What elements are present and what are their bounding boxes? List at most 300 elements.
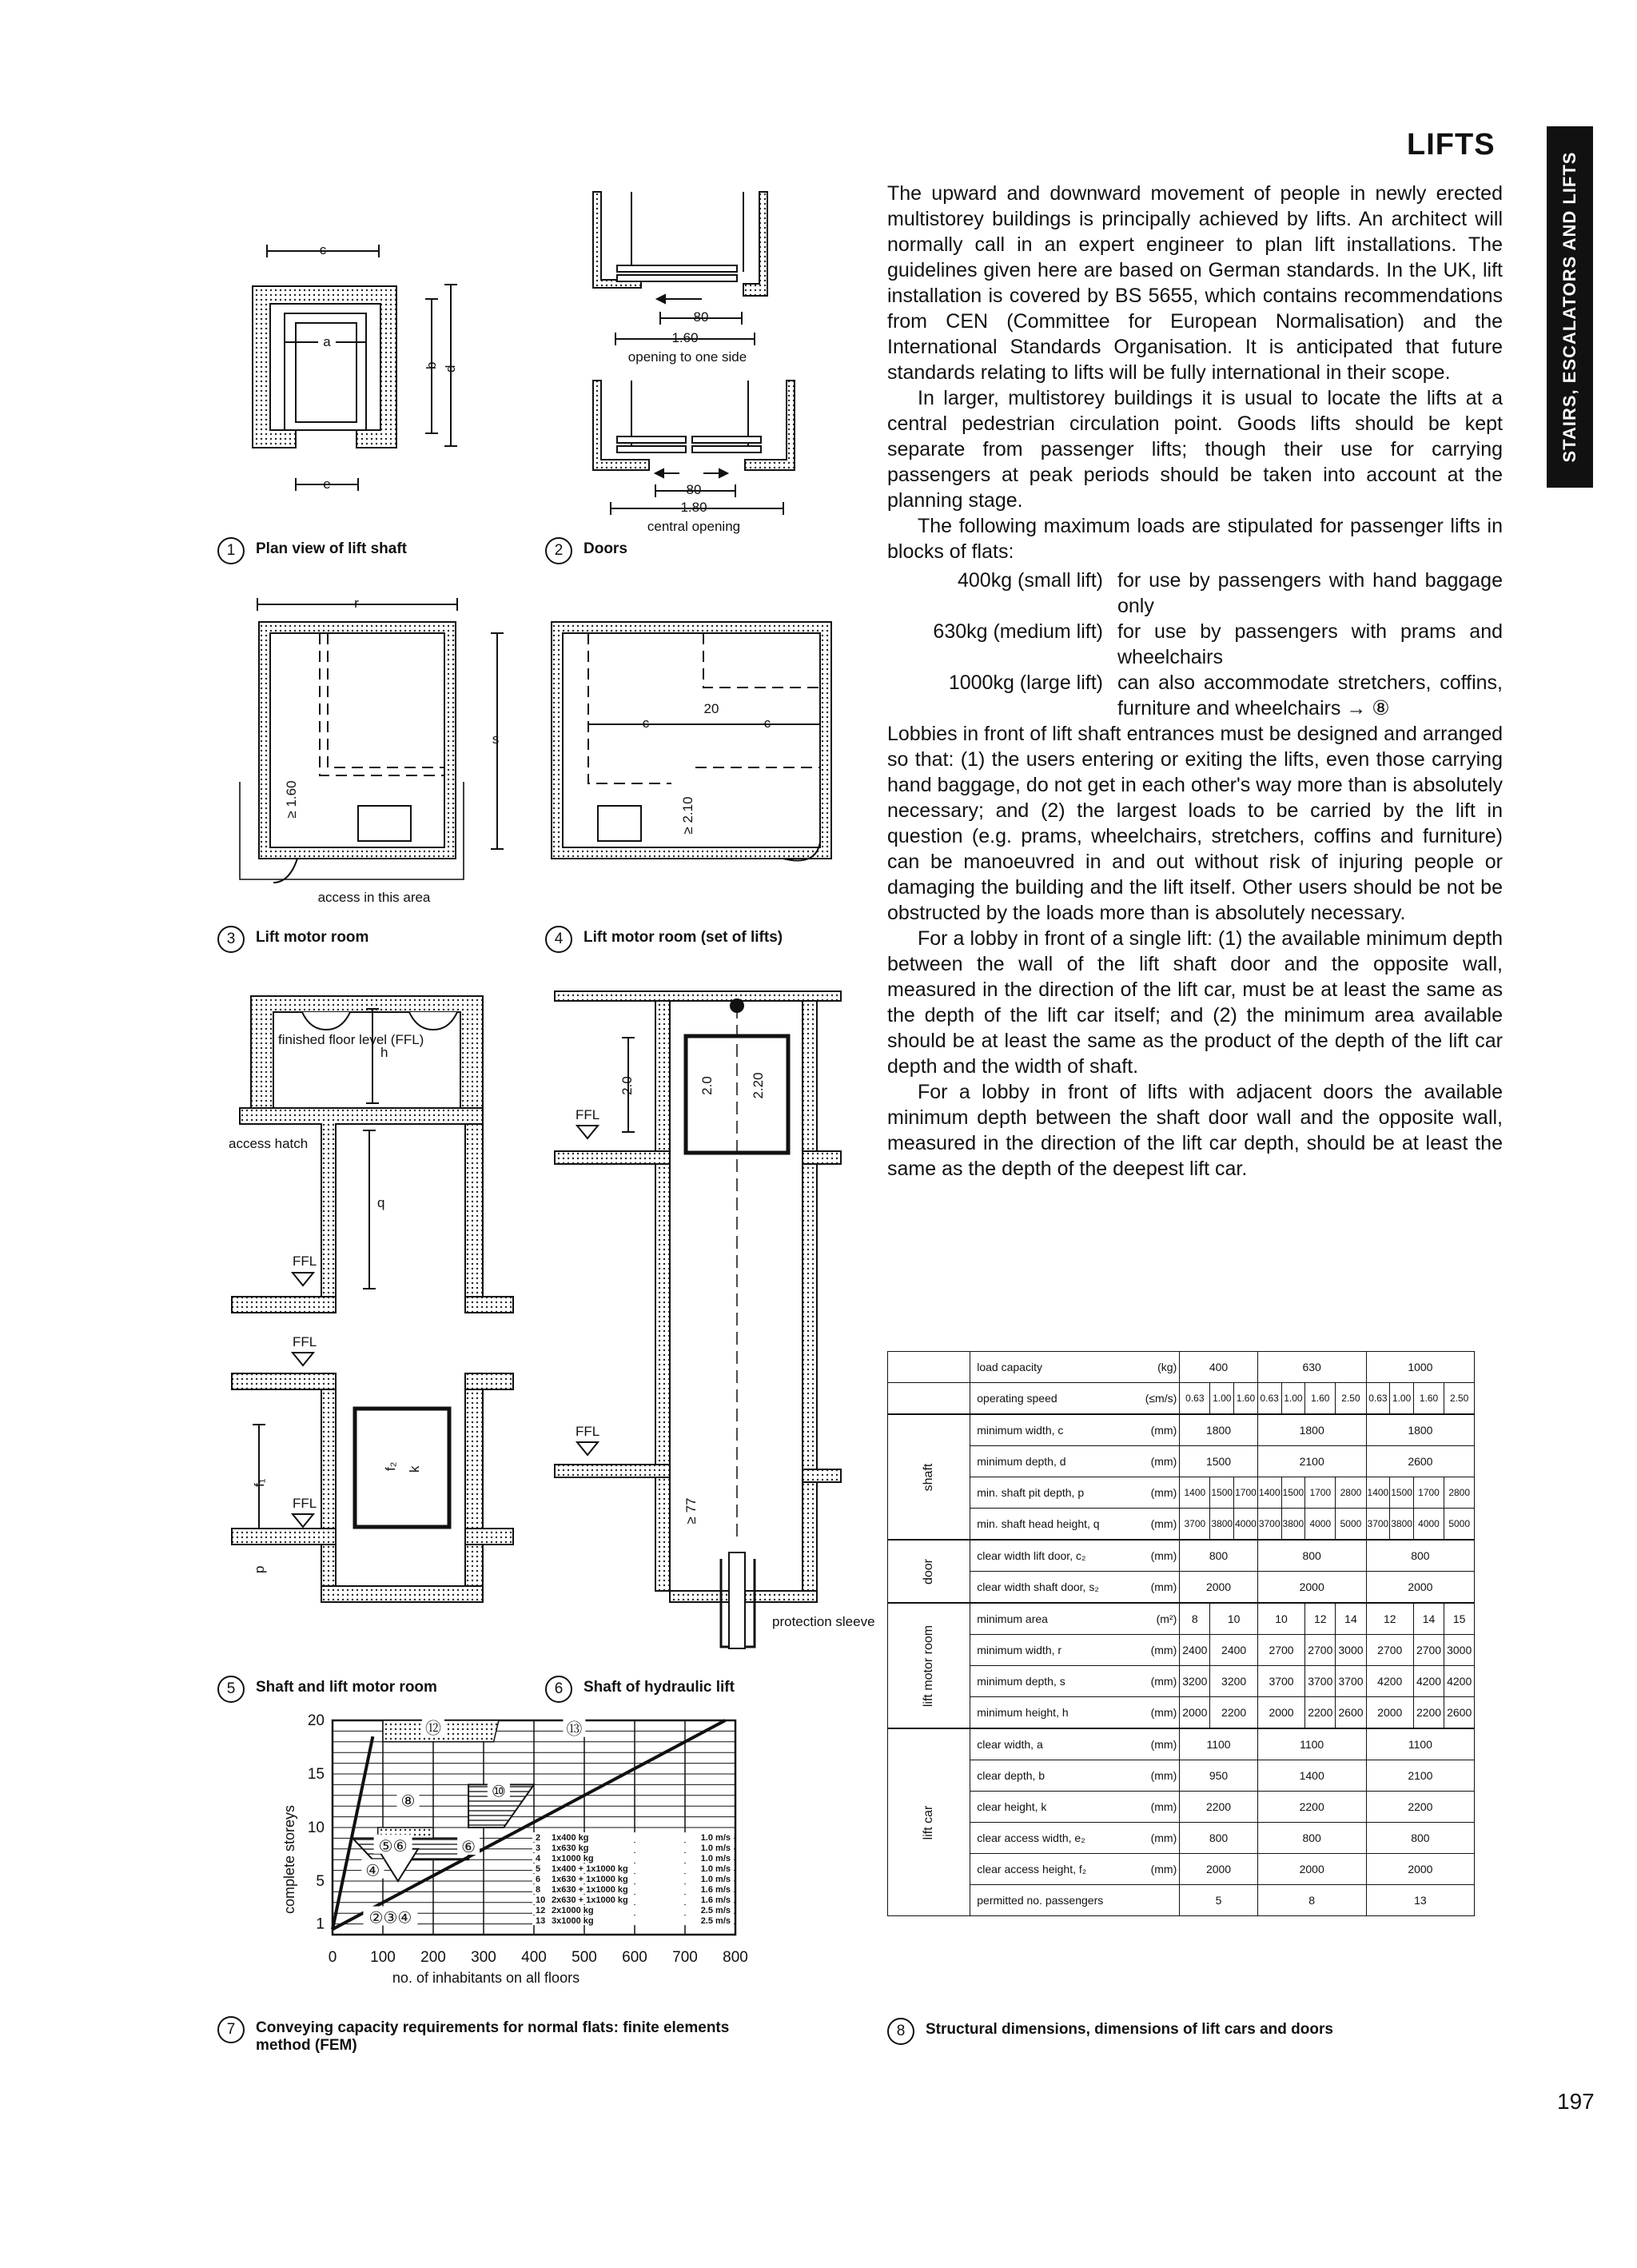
table-cell: 1800 [1180,1414,1258,1446]
x-tick-label: 500 [572,1949,597,1966]
table-cell: 2000 [1366,1697,1413,1729]
section-label: shaft [922,1463,936,1491]
section-label: lift car [922,1805,936,1840]
table-cell [970,1509,1180,1541]
label-opening-one-side: opening to one side [627,349,747,365]
table-cell: 1500 [1180,1446,1258,1477]
fig7-caption [217,2019,777,2055]
table-cell: 2600 [1336,1697,1366,1729]
label-ffl-2: FFL [576,1424,600,1439]
row-unit: (mm) [1150,1644,1177,1656]
table-cell: 5000 [1444,1509,1475,1541]
spec-table [887,1351,1475,1916]
fig4-motor-room-set [552,622,831,861]
table-row [888,1446,1475,1477]
y-tick-label: 1 [316,1915,325,1933]
row-unit: (mm) [1150,1706,1177,1719]
table-cell: 8 [1180,1603,1210,1635]
dim-h210: ≥ 2.10 [680,796,695,835]
row-unit: (mm) [1150,1486,1177,1499]
legend-config: 2x1000 kg [552,1906,594,1916]
table-cell: 1400 [1257,1477,1281,1509]
fig1-plan-view [253,242,458,492]
fig-number: 4 [545,926,572,953]
dim-s: s [492,731,500,747]
row-label: clear depth, b [977,1769,1046,1782]
table-cell: 2100 [1257,1446,1366,1477]
table-cell: 15 [1444,1603,1475,1635]
dim-e: e [323,476,331,492]
table-cell: 2400 [1210,1635,1257,1666]
zone-label: ⑧ [400,1792,416,1811]
table-cell: 2200 [1180,1792,1258,1823]
table-cell: 1800 [1366,1414,1475,1446]
table-cell [888,1383,970,1415]
table-cell: 2400 [1180,1635,1210,1666]
row-label: clear width, a [977,1738,1043,1751]
legend-speed: 2.5 m/s [700,1916,731,1927]
dim-r: r [354,596,359,611]
row-label: permitted no. passengers [977,1894,1104,1907]
legend-id: 8 [536,1885,541,1895]
caption-text: Lift motor room (set of lifts) [584,929,783,946]
y-tick-label: 10 [307,1820,325,1836]
zone-label: ⑥ [461,1839,476,1857]
table-cell: 800 [1257,1540,1366,1572]
table-cell [970,1446,1180,1477]
caption-text: Plan view of lift shaft [256,540,407,557]
table-cell [970,1760,1180,1792]
table-cell: 630 [1257,1352,1366,1383]
table-cell: 1.60 [1234,1383,1258,1415]
label-ffl: FFL [576,1107,600,1122]
table-cell [970,1854,1180,1885]
legend-config: 1x1000 kg [552,1854,594,1864]
page-number: 197 [1557,2089,1595,2114]
dim-f1: f₁ [252,1478,267,1487]
legend-id: 4 [536,1854,541,1864]
row-label: minimum area [977,1612,1048,1625]
load-desc: for use by passengers with hand baggage only [1117,569,1503,617]
bound-line [333,1736,372,1929]
legend-config: 1x630 kg [552,1843,589,1854]
table-row [888,1823,1475,1854]
paragraph: Lobbies in front of lift shaft entrances must be designed and arranged so that: (1) the users entering or exiting the lifts, even those carrying hand baggage, do not get in each other's way more than is absolutely necessary; and (2) the largest loads to be carried by the lift in question (e.g. prams, wheelchairs, stretchers, coffins and furniture) can be manoeuvred in and out without risk of injuring people or damaging the building and the lift itself. Other users should be not be obstructed by the loads more than is absolutely necessary. [887,723,1503,924]
paragraph: The following maximum loads are stipulated for passenger lifts in blocks of flats: [887,515,1503,563]
table-cell [970,1697,1180,1729]
table-cell: 4000 [1234,1509,1258,1541]
table-cell [970,1383,1180,1415]
table-cell [970,1414,1180,1446]
fig5-caption [217,1679,437,1703]
table-cell [888,1352,970,1383]
table-cell: 800 [1366,1540,1475,1572]
table-row [888,1635,1475,1666]
row-unit: (mm) [1150,1517,1177,1530]
table-cell: 0.63 [1257,1383,1281,1415]
legend-config: 1x400 + 1x1000 kg [552,1864,628,1875]
dim-c1: c [642,715,650,731]
table-cell: 4200 [1444,1666,1475,1697]
legend-speed: 1.0 m/s [700,1875,731,1885]
table-cell: 12 [1305,1603,1336,1635]
table-cell: 2000 [1180,1854,1258,1885]
table-cell: 1500 [1281,1477,1305,1509]
table-cell [970,1823,1180,1854]
table-cell: 3000 [1444,1635,1475,1666]
table-cell [970,1666,1180,1697]
row-unit: (mm) [1150,1738,1177,1751]
dim-f2: f₂ [383,1461,398,1471]
legend-speed: 1.0 m/s [700,1843,731,1854]
row-unit: (≤m/s) [1145,1392,1177,1405]
table-row [888,1540,1475,1572]
table-cell [970,1540,1180,1572]
table-cell [970,1635,1180,1666]
dim-p: p [252,1565,267,1573]
table-cell: 2000 [1180,1572,1258,1604]
row-label: clear height, k [977,1800,1047,1813]
row-label: clear width lift door, c₂ [977,1549,1086,1562]
label-ffl-3: FFL [293,1496,317,1511]
table-cell: 4000 [1305,1509,1336,1541]
table-cell: 14 [1413,1603,1444,1635]
x-tick-label: 800 [723,1949,748,1966]
table-cell [970,1352,1180,1383]
table-cell: 4200 [1413,1666,1444,1697]
table-row [888,1477,1475,1509]
dim-a: a [323,334,331,349]
table-cell: 3800 [1210,1509,1234,1541]
row-label: minimum height, h [977,1706,1069,1719]
legend-config: 3x1000 kg [552,1916,594,1927]
legend-id: 3 [536,1843,541,1854]
table-cell: 2000 [1180,1697,1210,1729]
dim-b: b [424,361,439,369]
row-label: minimum width, r [977,1644,1062,1656]
table-cell: 2.50 [1444,1383,1475,1415]
row-label: minimum depth, d [977,1455,1066,1468]
table-row [888,1572,1475,1604]
table-cell: 1400 [1180,1477,1210,1509]
load-desc: can also accommodate stretchers, coffins, furniture and wheelchairs → ⑧ [1117,672,1503,719]
row-unit: (mm) [1150,1455,1177,1468]
row-unit: (mm) [1150,1424,1177,1437]
zone-label: ⑤⑥ [378,1837,408,1855]
dim-20: 20 [703,701,719,716]
table-cell: 2800 [1444,1477,1475,1509]
row-unit: (mm) [1150,1832,1177,1844]
zone-label: ⑫ [425,1720,441,1738]
table-cell: 1.60 [1305,1383,1336,1415]
dim-k: k [407,1465,422,1473]
table-cell: 2200 [1305,1697,1336,1729]
x-tick-label: 300 [471,1949,496,1966]
legend-config: 1x400 kg [552,1833,589,1843]
dim-c: c [319,242,327,257]
table-row [888,1666,1475,1697]
zone-label: ⑬ [566,1720,583,1739]
x-tick-label: 600 [622,1949,647,1966]
legend-config: 2x630 + 1x1000 kg [552,1895,628,1906]
x-tick-label: 400 [521,1949,547,1966]
table-cell: 2200 [1257,1792,1366,1823]
fig3-caption [217,929,368,953]
table-cell: 1400 [1366,1477,1390,1509]
load-label: 400kg (small lift) [958,569,1103,592]
caption-text: Lift motor room [256,929,369,946]
legend-id: 13 [536,1916,546,1927]
row-unit: (mm) [1150,1549,1177,1562]
table-cell: 10 [1257,1603,1304,1635]
table-cell: 1000 [1366,1352,1475,1383]
x-axis-label: no. of inhabitants on all floors [392,1970,580,1986]
table-cell: 13 [1366,1885,1475,1916]
table-cell: 2200 [1366,1792,1475,1823]
table-cell: 400 [1180,1352,1258,1383]
table-cell [970,1477,1180,1509]
table-cell: 2800 [1336,1477,1366,1509]
legend-speed: 2.5 m/s [700,1906,731,1916]
dim-h: h [380,1045,388,1060]
fig3-motor-room [240,596,504,905]
section-label: lift motor room [922,1624,936,1707]
table-cell: 2000 [1257,1854,1366,1885]
table-cell: 1100 [1180,1728,1258,1760]
fig2-caption [545,540,627,564]
table-cell: 14 [1336,1603,1366,1635]
paragraph: For a lobby in front of lifts with adjacent doors the available minimum depth between the shaft door wall and the opposite wall, measured in the direction of the lift car depth, should be at least the same as the depth of the deepest lift car. [887,1081,1503,1180]
dim-c2: c [763,715,771,731]
label-ffl: FFL [293,1254,317,1269]
legend-config: 1x630 + 1x1000 kg [552,1885,628,1895]
row-unit: (mm) [1150,1863,1177,1875]
caption-text: Shaft and lift motor room [256,1679,437,1696]
legend-speed: 1.6 m/s [700,1885,731,1895]
fig-number: 3 [217,926,245,953]
table-row [888,1603,1475,1635]
x-tick-label: 700 [672,1949,698,1966]
table-cell: 2700 [1366,1635,1413,1666]
fig1-caption [217,540,407,564]
table-row [888,1352,1475,1383]
table-cell: 2000 [1257,1572,1366,1604]
load-desc: for use by passengers with prams and wheelchairs [1117,620,1503,668]
table-cell: 800 [1366,1823,1475,1854]
table-cell: 2.50 [1336,1383,1366,1415]
row-label: min. shaft head height, q [977,1517,1100,1530]
table-cell: 2000 [1257,1697,1304,1729]
paragraph: The upward and downward movement of people in newly erected multistorey buildings is principally achieved by lifts. An architect will normally call in an expert engineer to plan lift installations. The guidelines given here are based on German standards. In the UK, lift installation is covered by BS 5655, which contains recommendations from CEN (Committee for European Normalisation) and the International Standards Organisation. It is anticipated that future standards relating to lifts will be fully international in their scope. [887,182,1503,384]
dim-180: 1.80 [680,500,707,515]
table-cell: 3700 [1305,1666,1336,1697]
table-cell: 1500 [1390,1477,1414,1509]
caption-text: Structural dimensions, dimensions of lift cars and doors [926,2021,1333,2038]
table-row [888,1792,1475,1823]
fig-number: 8 [887,2018,914,2045]
paragraph: In larger, multistorey buildings it is usual to locate the lifts at a central pedestrian circulation point. Goods lifts should be kept separate from passenger lifts; though their use for carrying passengers at peak periods should be taken into account at the planning stage. [887,387,1503,512]
fig6-hydraulic [555,991,875,1648]
table-cell: 2100 [1366,1760,1475,1792]
table-cell: 800 [1180,1540,1258,1572]
legend-speed: 1.0 m/s [700,1864,731,1875]
fig8-caption [887,2021,1333,2045]
y-tick-label: 5 [316,1873,325,1890]
table-cell: 3700 [1366,1509,1390,1541]
table-cell: 3700 [1180,1509,1210,1541]
table-cell: 2700 [1305,1635,1336,1666]
table-cell: 3700 [1257,1666,1304,1697]
caption-text: Conveying capacity requirements for normal flats: finite elements method (FEM) [256,2019,730,2054]
table-cell: 2700 [1413,1635,1444,1666]
table-cell: 3800 [1390,1509,1414,1541]
row-unit: (mm) [1150,1580,1177,1593]
zone-label: ②③④ [368,1909,412,1927]
legend-speed: 1.6 m/s [700,1895,731,1906]
y-axis-label: complete storeys [281,1804,297,1915]
table-cell [970,1792,1180,1823]
label-sleeve-1: protection sleeve [772,1614,875,1629]
table-cell: 3800 [1281,1509,1305,1541]
row-label: min. shaft pit depth, p [977,1486,1085,1499]
table-cell [888,1728,970,1916]
label-central-opening: central opening [647,519,741,534]
table-cell: 2600 [1444,1697,1475,1729]
load-label: 1000kg (large lift) [948,672,1103,694]
label-ffl-long: finished floor level (FFL) [278,1032,424,1047]
legend-id: 2 [536,1833,541,1843]
table-cell: 5000 [1336,1509,1366,1541]
table-cell [970,1885,1180,1916]
row-label: clear width shaft door, s₂ [977,1580,1099,1593]
row-label: clear access height, f₂ [977,1863,1087,1875]
legend-speed: 1.0 m/s [700,1854,731,1864]
legend-id: 6 [536,1875,541,1885]
paragraph: For a lobby in front of a single lift: (1) the available minimum depth between the wall of the lift shaft door and the opposite wall, measured in the direction of the lift car, must be at least the same as the depth of the lift car itself; and (2) the minimum area available should be at least the same as the product of the depth of the lift car depth and the width of shaft. [887,927,1503,1078]
table-cell: 2700 [1257,1635,1304,1666]
table-cell: 2000 [1366,1854,1475,1885]
table-cell: 3200 [1210,1666,1257,1697]
table-cell: 1.00 [1390,1383,1414,1415]
row-unit: (mm) [1150,1769,1177,1782]
caption-text: Shaft of hydraulic lift [584,1679,735,1696]
table-cell: 8 [1257,1885,1366,1916]
table-row [888,1383,1475,1415]
table-cell [888,1603,970,1728]
table-cell: 4000 [1413,1509,1444,1541]
x-tick-label: 100 [370,1949,396,1966]
row-label: minimum depth, s [977,1675,1065,1688]
dim-20b: 2.0 [699,1076,715,1095]
table-cell [888,1414,970,1540]
table-cell: 1.00 [1210,1383,1234,1415]
dim-220: 2.20 [751,1072,766,1099]
x-tick-label: 0 [328,1949,337,1966]
table-cell: 2200 [1210,1697,1257,1729]
table-cell: 800 [1180,1823,1258,1854]
y-tick-label: 15 [307,1766,325,1783]
fig-number: 5 [217,1676,245,1703]
fig-number: 6 [545,1676,572,1703]
legend-speed: 1.0 m/s [700,1833,731,1843]
fig7-chart [281,1712,748,1986]
table-cell: 10 [1210,1603,1257,1635]
table-cell [888,1540,970,1603]
table-cell: 950 [1180,1760,1258,1792]
row-label: clear access width, e₂ [977,1832,1085,1844]
row-unit: (kg) [1157,1361,1177,1373]
dim-h160: ≥ 1.60 [284,780,299,819]
table-cell: 1700 [1305,1477,1336,1509]
dim-d: d [443,365,458,373]
label-access-hatch: access hatch [229,1136,309,1151]
table-cell: 1.60 [1413,1383,1444,1415]
table-cell: 1100 [1257,1728,1366,1760]
legend-config: 1x630 + 1x1000 kg [552,1875,628,1885]
y-tick-label: 20 [307,1712,325,1729]
legend-id: 12 [536,1906,546,1916]
table-row [888,1697,1475,1729]
table-row [888,1728,1475,1760]
fig-number: 1 [217,537,245,564]
table-cell: 3000 [1336,1635,1366,1666]
table-row [888,1509,1475,1541]
table-cell: 4200 [1366,1666,1413,1697]
row-label: operating speed [977,1392,1057,1405]
label-ffl-2: FFL [293,1334,317,1349]
zone-label: ⑩ [491,1783,506,1801]
table-cell [970,1572,1180,1604]
table-cell: 0.63 [1366,1383,1390,1415]
legend-id: 10 [536,1895,546,1906]
section-label: door [922,1558,936,1584]
table-cell: 1700 [1234,1477,1258,1509]
dim-20: 2.0 [619,1076,635,1095]
table-cell: 3200 [1180,1666,1210,1697]
row-label: minimum width, c [977,1424,1064,1437]
fig-number: 7 [217,2016,245,2043]
table-cell: 0.63 [1180,1383,1210,1415]
fig6-caption [545,1679,735,1703]
table-cell: 1800 [1257,1414,1366,1446]
table-cell: 5 [1180,1885,1258,1916]
table-cell: 1500 [1210,1477,1234,1509]
caption-text: Doors [584,540,627,557]
zone-label: ④ [365,1862,380,1880]
dim-77: ≥ 77 [683,1497,699,1525]
table-row [888,1885,1475,1916]
table-row [888,1854,1475,1885]
section-tab-label: STAIRS, ESCALATORS AND LIFTS [1559,151,1579,463]
table-cell: 12 [1366,1603,1413,1635]
table-cell: 2200 [1413,1697,1444,1729]
row-unit: (mm) [1150,1675,1177,1688]
dim-80b: 80 [686,482,702,497]
table-cell [970,1728,1180,1760]
table-cell: 2600 [1366,1446,1475,1477]
dim-80: 80 [693,309,709,325]
fig-number: 2 [545,537,572,564]
page-title: LIFTS [1407,128,1496,161]
table-cell: 3700 [1336,1666,1366,1697]
row-unit: (m²) [1156,1612,1177,1625]
legend-id: 5 [536,1864,541,1875]
table-cell: 1100 [1366,1728,1475,1760]
row-label: load capacity [977,1361,1042,1373]
table-cell: 800 [1257,1823,1366,1854]
table-cell: 1400 [1257,1760,1366,1792]
table-cell: 3700 [1257,1509,1281,1541]
